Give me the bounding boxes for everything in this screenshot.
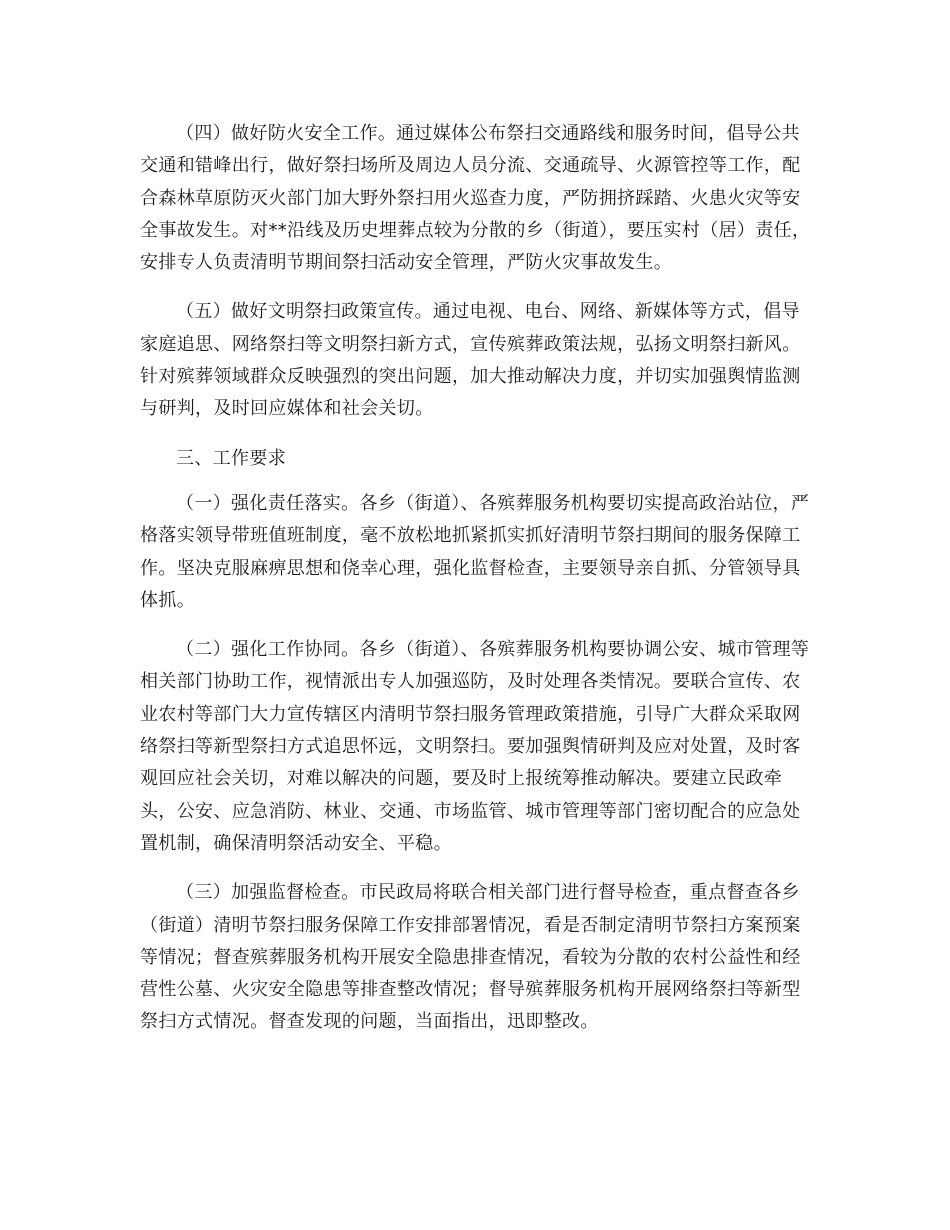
paragraph-fire-safety: （四）做好防火安全工作。通过媒体公布祭扫交通路线和服务时间，倡导公共交通和错峰出行，做好祭扫场所及周边人员分流、交通疏导、火源管控等工作，配合森林草原防灭火部门加大野外祭扫用火巡查力度，严防拥挤踩踏、火患火灾等安全事故发生。对**沿线及历史埋葬点较为分散的乡（街道），要压实村（居）责任，安排专人负责清明节期间祭扫活动安全管理，严防火灾事故发生。: [140, 123, 811, 274]
paragraph-responsibility: （一）强化责任落实。各乡（街道）、各殡葬服务机构要切实提高政治站位，严格落实领导带班值班制度，毫不放松地抓紧抓实抓好清明节祭扫期间的服务保障工作。坚决克服麻痹思想和侥幸心理，强化监督检查，主要领导亲自抓、分管领导具体抓。: [140, 492, 810, 611]
paragraph-supervision: （三）加强监督检查。市民政局将联合相关部门进行督导检查，重点督查各乡（街道）清明节祭扫服务保障工作安排部署情况，看是否制定清明节祭扫方案预案等情况；督查殡葬服务机构开展安全隐患排查情况，看较为分散的农村公益性和经营性公墓、火灾安全隐患等排查整改情况；督导殡葬服务机构开展网络祭扫等新型祭扫方式情况。督查发现的问题，当面指出，迅即整改。: [140, 882, 801, 1033]
section-heading-work-requirements: 三、工作要求: [176, 447, 287, 469]
paragraph-civilized-publicity: （五）做好文明祭扫政策宣传。通过电视、电台、网络、新媒体等方式，倡导家庭追思、网络祭扫等文明祭扫新方式，宣传殡葬政策法规，弘扬文明祭扫新风。针对殡葬领域群众反映强烈的突出问题，加大推动解决力度，并切实加强舆情监测与研判，及时回应媒体和社会关切。: [140, 301, 801, 420]
document-body: [140, 118, 816, 1056]
paragraph-coordination: （二）强化工作协同。各乡（街道）、各殡葬服务机构要协调公安、城市管理等相关部门协助工作，视情派出专人加强巡防，及时处理各类情况。要联合宣传、农业农村等部门大力宣传辖区内清明节祭扫服务管理政策措施，引导广大群众采取网络祭扫等新型祭扫方式追思怀远，文明祭扫。要加强舆情研判及应对处置，及时客观回应社会关切，对难以解决的问题，要及时上报统筹推动解决。要建立民政牵头，公安、应急消防、林业、交通、市场监管、城市管理等部门密切配合的应急处置机制，确保清明祭活动安全、平稳。: [140, 639, 810, 854]
